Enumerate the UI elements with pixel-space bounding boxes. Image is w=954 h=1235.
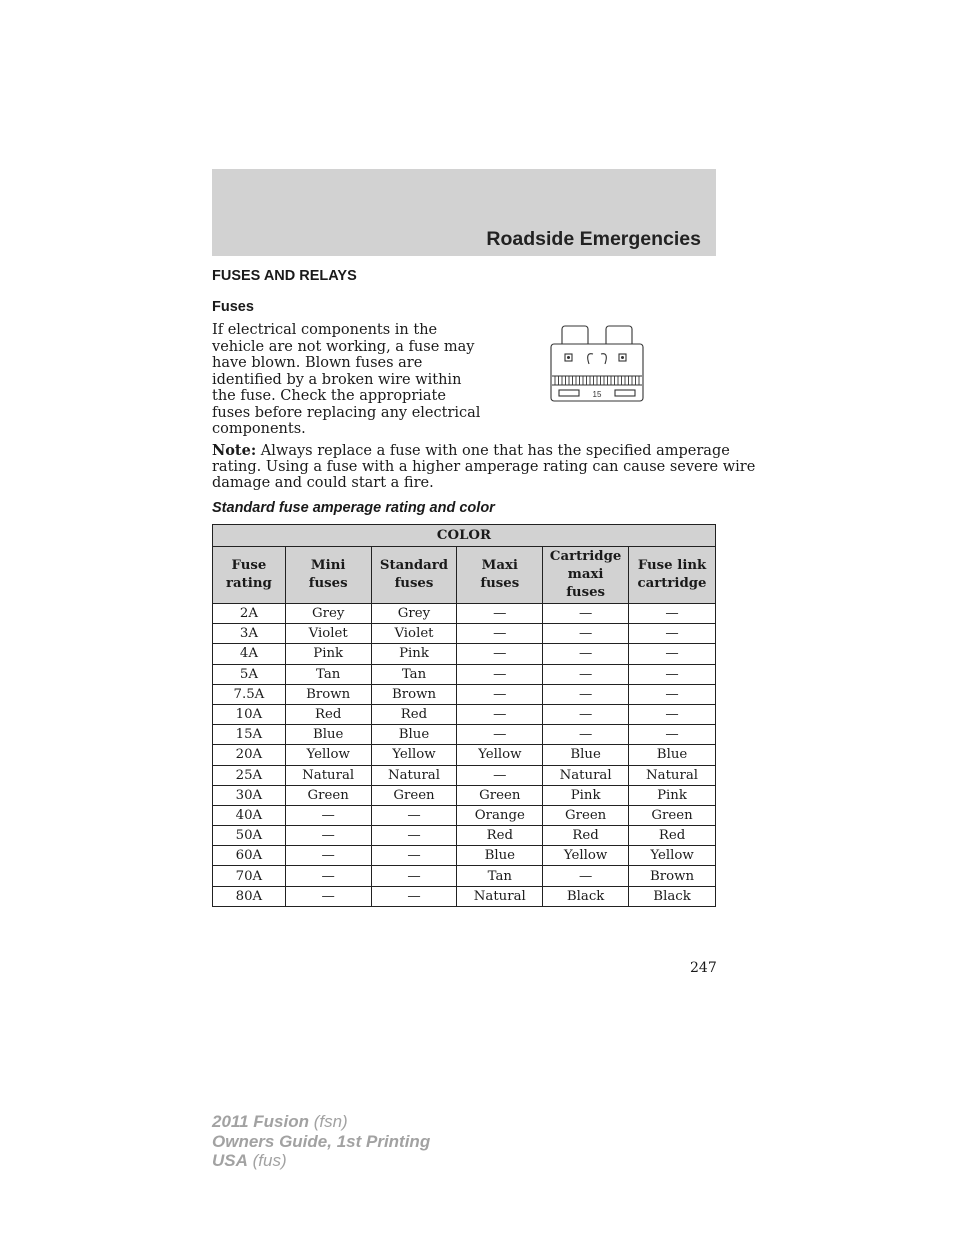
column-header <box>213 547 286 604</box>
column-header-line: Maxi <box>481 558 518 573</box>
table-cell: Yellow <box>285 745 371 765</box>
table-cell: — <box>371 866 457 886</box>
column-header-line: fuses <box>480 576 520 591</box>
note-label: Note: <box>212 442 257 459</box>
table-row <box>213 704 716 724</box>
table-cell: Green <box>543 805 629 825</box>
table-row <box>213 866 716 886</box>
note-text-line-3: damage and could start a fire. <box>212 475 434 492</box>
header-band <box>212 169 716 256</box>
table-cell: — <box>629 704 716 724</box>
table-cell: Yellow <box>371 745 457 765</box>
chapter-title: Roadside Emergencies <box>486 228 701 250</box>
table-cell: Natural <box>457 886 543 906</box>
table-cell: — <box>457 624 543 644</box>
table-cell: Blue <box>543 745 629 765</box>
table-cell: Red <box>457 826 543 846</box>
note-text-line-1: Always replace a fuse with one that has the specified amperage <box>256 443 730 459</box>
table-row <box>213 745 716 765</box>
table-cell: Pink <box>543 785 629 805</box>
table-cell: — <box>285 805 371 825</box>
table-cell: Orange <box>457 805 543 825</box>
table-cell: Blue <box>285 725 371 745</box>
fuse-color-table <box>212 524 716 907</box>
footer-region: USA <box>212 1151 248 1170</box>
column-header-line: Mini <box>310 558 346 573</box>
column-header <box>629 547 716 604</box>
table-cell: 4A <box>213 644 286 664</box>
table-row <box>213 624 716 644</box>
column-header <box>457 547 543 604</box>
table-cell: Black <box>543 886 629 906</box>
section-title: FUSES AND RELAYS <box>212 268 357 284</box>
column-header-row <box>213 547 716 604</box>
column-header-line: maxi <box>567 567 604 582</box>
table-row <box>213 785 716 805</box>
column-header-line: fuses <box>308 576 348 591</box>
table-cell: Blue <box>371 725 457 745</box>
table-cell: Red <box>543 826 629 846</box>
footer-model-code: (fsn) <box>309 1112 348 1131</box>
table-cell: Blue <box>457 846 543 866</box>
table-cell: 60A <box>213 846 286 866</box>
table-cell: Pink <box>285 644 371 664</box>
fuse-rating-label: 15 <box>592 390 602 399</box>
intro-paragraph <box>212 322 502 438</box>
column-header-line: fuses <box>566 585 606 600</box>
table-cell: — <box>629 604 716 624</box>
table-cell: — <box>543 725 629 745</box>
table-cell: 3A <box>213 624 286 644</box>
intro-line: have blown. Blown fuses are <box>212 355 423 371</box>
column-header-line: Fuse <box>231 558 267 573</box>
table-cell: 2A <box>213 604 286 624</box>
intro-line: the fuse. Check the appropriate <box>212 388 446 404</box>
column-header <box>371 547 457 604</box>
column-header-line: Fuse link <box>637 558 707 573</box>
column-header <box>285 547 371 604</box>
table-cell: — <box>371 846 457 866</box>
table-cell: Grey <box>371 604 457 624</box>
intro-line: If electrical components in the <box>212 322 438 338</box>
table-cell: — <box>629 664 716 684</box>
table-cell: Blue <box>629 745 716 765</box>
table-cell: 20A <box>213 745 286 765</box>
table-cell: Red <box>371 704 457 724</box>
intro-line: fuses before replacing any electrical <box>212 404 481 421</box>
table-cell: — <box>629 725 716 745</box>
table-row <box>213 664 716 684</box>
table-cell: Brown <box>629 866 716 886</box>
table-cell: — <box>457 765 543 785</box>
table-cell: Green <box>285 785 371 805</box>
table-cell: Violet <box>285 624 371 644</box>
table-cell: — <box>285 826 371 846</box>
table-cell: — <box>457 664 543 684</box>
table-cell: Red <box>285 704 371 724</box>
intro-line: identified by a broken wire within <box>212 371 462 388</box>
column-header-line: Cartridge <box>549 549 622 564</box>
table-cell: Pink <box>371 644 457 664</box>
table-cell: 7.5A <box>213 684 286 704</box>
table-row <box>213 886 716 906</box>
footer <box>212 1112 430 1171</box>
table-cell: — <box>371 886 457 906</box>
column-header-line: cartridge <box>637 576 707 591</box>
table-cell: Grey <box>285 604 371 624</box>
table-row <box>213 725 716 745</box>
table-cell: — <box>457 684 543 704</box>
table-cell: 50A <box>213 826 286 846</box>
table-cell: — <box>629 644 716 664</box>
table-cell: — <box>457 725 543 745</box>
table-cell: 15A <box>213 725 286 745</box>
table-cell: 10A <box>213 704 286 724</box>
table-cell: Natural <box>543 765 629 785</box>
table-cell: Brown <box>285 684 371 704</box>
table-cell: — <box>457 644 543 664</box>
table-row <box>213 604 716 624</box>
table-row <box>213 826 716 846</box>
table-cell: — <box>629 624 716 644</box>
column-header-line: Standard <box>379 558 449 573</box>
table-cell: Black <box>629 886 716 906</box>
column-header-line: rating <box>226 576 272 591</box>
table-cell: Yellow <box>457 745 543 765</box>
table-cell: Violet <box>371 624 457 644</box>
table-title: Standard fuse amperage rating and color <box>212 500 495 516</box>
table-cell: Green <box>371 785 457 805</box>
table-cell: 70A <box>213 866 286 886</box>
table-cell: — <box>285 866 371 886</box>
table-body <box>213 604 716 907</box>
table-cell: — <box>543 866 629 886</box>
table-cell: — <box>457 704 543 724</box>
table-row <box>213 765 716 785</box>
table-cell: Red <box>629 826 716 846</box>
footer-guide: Owners Guide, 1st Printing <box>212 1131 431 1151</box>
table-cell: — <box>543 604 629 624</box>
table-cell: Brown <box>371 684 457 704</box>
table-cell: 30A <box>213 785 286 805</box>
table-cell: Yellow <box>543 846 629 866</box>
fuse-illustration <box>549 322 645 404</box>
table-cell: Tan <box>371 664 457 684</box>
table-cell: — <box>285 886 371 906</box>
table-cell: Tan <box>285 664 371 684</box>
note-text-line-2: rating. Using a fuse with a higher amperage rating can cause severe wire <box>212 459 756 476</box>
intro-line: vehicle are not working, a fuse may <box>212 338 475 355</box>
note-paragraph <box>212 442 756 492</box>
footer-region-code: (fus) <box>247 1151 287 1170</box>
table-cell: — <box>543 684 629 704</box>
table-cell: — <box>543 664 629 684</box>
table-cell: Pink <box>629 785 716 805</box>
table-cell: — <box>629 684 716 704</box>
table-cell: Natural <box>629 765 716 785</box>
table-cell: 40A <box>213 805 286 825</box>
table-cell: Green <box>457 785 543 805</box>
page-number: 247 <box>690 960 717 976</box>
intro-line: components. <box>212 421 306 437</box>
table-cell: Tan <box>457 866 543 886</box>
color-group-header: COLOR <box>213 525 716 547</box>
table-row <box>213 846 716 866</box>
table-row <box>213 805 716 825</box>
table-cell: — <box>457 604 543 624</box>
column-header-line: fuses <box>394 576 434 591</box>
table-cell: — <box>285 846 371 866</box>
table-row <box>213 684 716 704</box>
table-cell: Natural <box>371 765 457 785</box>
table-cell: — <box>543 704 629 724</box>
table-cell: — <box>371 805 457 825</box>
table-cell: Natural <box>285 765 371 785</box>
column-header <box>543 547 629 604</box>
table-cell: 80A <box>213 886 286 906</box>
table-cell: Green <box>629 805 716 825</box>
table-cell: — <box>543 624 629 644</box>
table-cell: 5A <box>213 664 286 684</box>
table-cell: — <box>371 826 457 846</box>
table-row <box>213 644 716 664</box>
subsection-title: Fuses <box>212 299 254 315</box>
table-cell: 25A <box>213 765 286 785</box>
table-cell: Yellow <box>629 846 716 866</box>
table-cell: — <box>543 644 629 664</box>
footer-model: 2011 Fusion <box>212 1112 309 1131</box>
